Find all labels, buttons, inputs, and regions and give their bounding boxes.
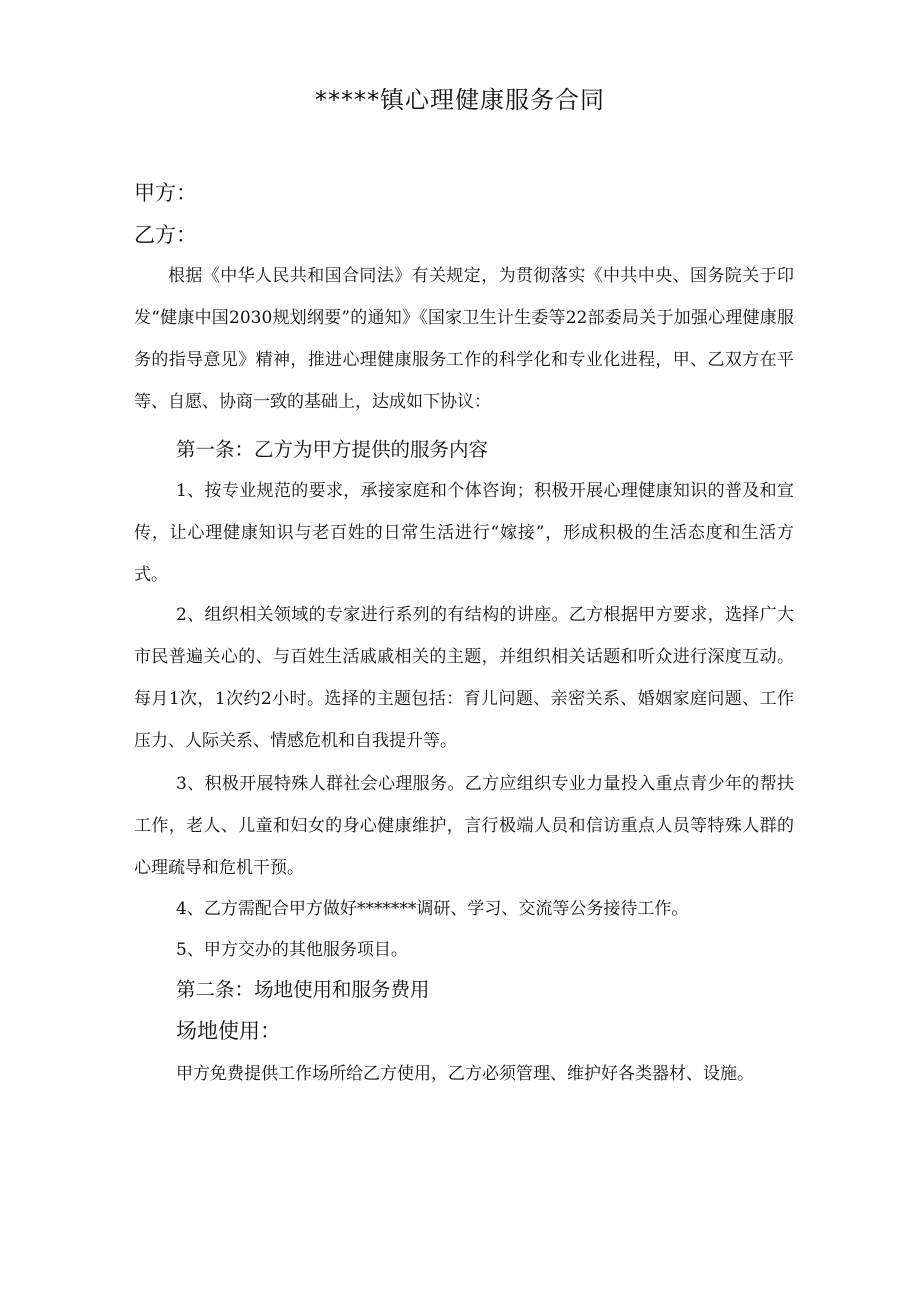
article-1-item-5: 5、甲方交办的其他服务项目。 [176, 940, 408, 960]
article-1-item-3: 3、积极开展特殊人群社会心理服务。乙方应组织专业力量投入重点青少年的帮扶工作，老人、儿童和妇女的身心健康维护，言行极端人员和信访重点人员等特殊人群的心理疏导和危机干预。 [134, 774, 794, 878]
intro-paragraph: 根据《中华人民共和国合同法》有关规定，为贯彻落实《中共中央、国务院关于印发“健康中国2030规划纲要”的通知》《国家卫生计生委等22部委局关于加强心理健康服务的指导意见》精神，推进心理健康服务工作的科学化和专业化进程，甲、乙双方在平等、自愿、协商一致的基础上，达成如下协议： [134, 266, 794, 412]
document-title: *****镇心理健康服务合同 [315, 86, 605, 114]
party-a-label: 甲方： [134, 181, 197, 205]
venue-subheading: 场地使用： [176, 1019, 281, 1043]
party-b-label: 乙方： [134, 223, 197, 247]
article-2-heading: 第二条：场地使用和服务费用 [176, 978, 430, 1001]
article-1-heading: 第一条：乙方为甲方提供的服务内容 [176, 438, 489, 461]
article-1-item-2: 2、组织相关领域的专家进行系列的有结构的讲座。乙方根据甲方要求，选择广大市民普遍关心的、与百姓生活戚戚相关的主题，并组织相关话题和听众进行深度互动。每月1次，1次约2小时。选择的主题包括：育儿问题、亲密关系、婚姻家庭问题、工作压力、人际关系、情感危机和自我提升等。 [134, 605, 794, 751]
article-1-item-1: 1、按专业规范的要求，承接家庭和个体咨询；积极开展心理健康知识的普及和宣传，让心理健康知识与老百姓的日常生活进行“嫁接”，形成积极的生活态度和生活方式。 [134, 481, 794, 585]
article-1-item-4: 4、乙方需配合甲方做好*******调研、学习、交流等公务接待工作。 [176, 899, 689, 919]
venue-paragraph: 甲方免费提供工作场所给乙方使用，乙方必须管理、维护好各类器材、设施。 [176, 1064, 754, 1084]
